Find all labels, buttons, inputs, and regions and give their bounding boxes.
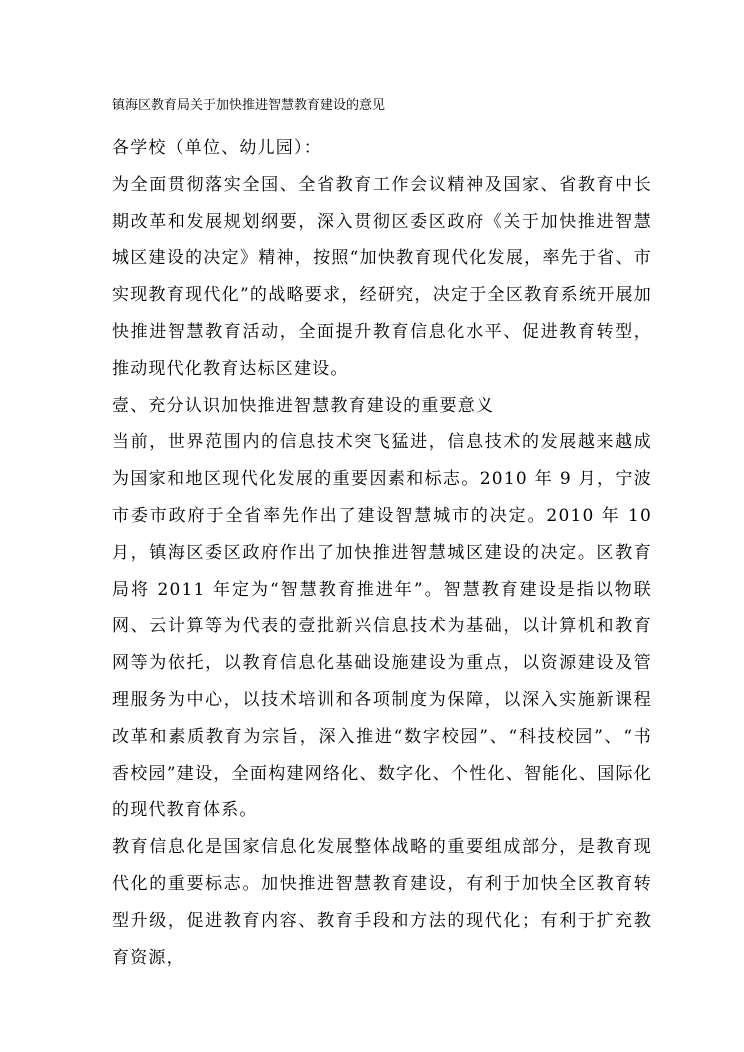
intro-paragraph: 为全面贯彻落实全国、全省教育工作会议精神及国家、省教育中长期改革和发展规划纲要，深入贯彻区委区政府《关于加快推进智慧城区建设的决定》精神，按照“加快教育现代化发展，率先于省、市实现教育现代化”的战略要求，经研究，决定于全区教育系统开展加快推进智慧教育活动，全面提升教育信息化水平、促进教育转型，推动现代化教育达标区建设。 — [112, 174, 652, 379]
body-paragraph: 教育信息化是国家信息化发展整体战略的重要组成部分，是教育现代化的重要标志。加快推进智慧教育建设，有利于加快全区教育转型升级，促进教育内容、教育手段和方法的现代化；有利于扩充教育资源， — [112, 837, 652, 968]
body-paragraph: 当前，世界范围内的信息技术突飞猛进，信息技术的发展越来越成为国家和地区现代化发展的重要因素和标志。2010 年 9 月，宁波市委市政府于全省率先作出了建设智慧城市的决定。2010 年 10 月，镇海区委区政府作出了加快推进智慧城区建设的决定。区教育局将 2011 年定为“智慧教育推进年”。智慧教育建设是指以物联网、云计算等为代表的壹批新兴信息技术为基础，以计算机和教育网等为依托，以教育信息化基础设施建设为重点，以资源建设及管理服务为中心，以技术培训和各项制度为保障，以深入实施新课程改革和素质教育为宗旨，深入推进“数字校园”、“科技校园”、“书香校园”建设，全面构建网络化、数字化、个性化、智能化、国际化的现代教育体系。 — [112, 432, 652, 821]
document-page — [112, 96, 652, 976]
document-title: 镇海区教育局关于加快推进智慧教育建设的意见 — [112, 98, 386, 113]
salutation: 各学校（单位、幼儿园）： — [112, 138, 322, 158]
section-heading: 壹、充分认识加快推进智慧教育建设的重要意义 — [112, 395, 495, 416]
